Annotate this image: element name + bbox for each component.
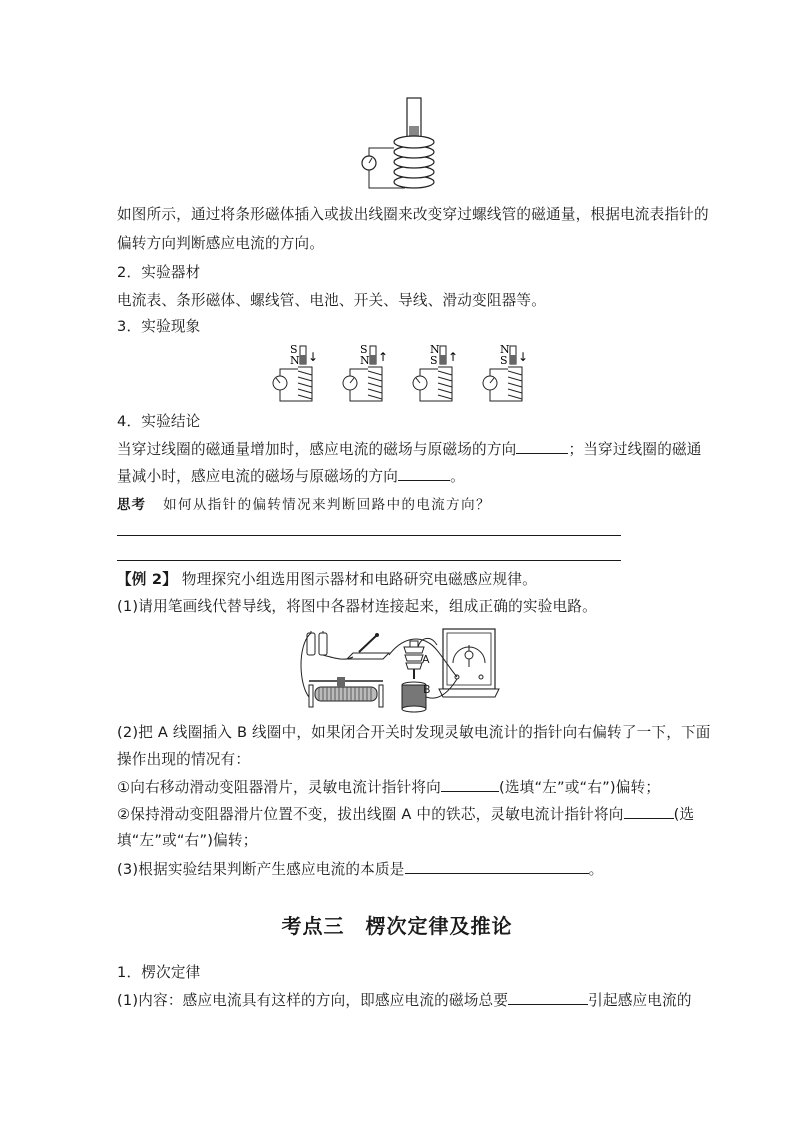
pole-label-bottom: S bbox=[430, 354, 438, 367]
think-text: 如何从指针的偏转情况来判断回路中的电流方向？ bbox=[163, 497, 491, 513]
answer-blank[interactable] bbox=[405, 859, 589, 874]
text-segment: ；当穿过线圈的磁通 bbox=[568, 441, 702, 458]
text-segment: 引起感应电流的 bbox=[588, 992, 692, 1009]
pole-label-bottom: N bbox=[360, 354, 370, 367]
direction-arrow-icon: ↓ bbox=[518, 350, 529, 364]
apparatus-figure bbox=[297, 625, 503, 717]
text-segment: ①向右移动滑动变阻器滑片，灵敏电流计指针将向 bbox=[117, 779, 441, 796]
direction-arrow-icon: ↓ bbox=[308, 350, 319, 364]
paragraph-line bbox=[117, 990, 692, 1011]
question-line bbox=[117, 859, 603, 880]
direction-arrow-icon: ↑ bbox=[378, 350, 389, 364]
experiment-diagram bbox=[273, 343, 318, 401]
answer-blank[interactable] bbox=[441, 777, 499, 792]
coil-icon bbox=[298, 367, 312, 401]
solenoid-figure bbox=[355, 96, 445, 196]
text-segment: (选填“左”或“右”)偏转； bbox=[498, 779, 661, 796]
answer-blank[interactable] bbox=[624, 804, 674, 819]
question-line bbox=[117, 777, 660, 798]
paragraph-line: 电流表、条形磁体、螺线管、电池、开关、导线、滑动变阻器等。 bbox=[117, 292, 547, 309]
example-label: 【例 2】 bbox=[117, 571, 178, 588]
text-segment: 。 bbox=[450, 468, 465, 485]
text-segment: (3)根据实验结果判断产生感应电流的本质是 bbox=[117, 861, 405, 878]
coil-b-label: B bbox=[423, 683, 431, 696]
paragraph-line bbox=[117, 439, 702, 460]
section-heading: 4．实验结论 bbox=[117, 413, 201, 430]
question-line: (1)请用笔画线代替导线，将图中各器材连接起来，组成正确的实验电路。 bbox=[117, 598, 597, 615]
question-line: 填“左”或“右”)偏转； bbox=[117, 832, 258, 849]
text-segment: 量减小时，感应电流的磁场与原磁场的方向 bbox=[117, 468, 399, 485]
text-segment: ②保持滑动变阻器滑片位置不变，拔出线圈 A 中的铁芯，灵敏电流计指针将向 bbox=[117, 806, 624, 823]
example-title bbox=[117, 570, 537, 590]
pole-label-top: S bbox=[360, 343, 368, 356]
coil-icon bbox=[438, 367, 452, 401]
paragraph-line bbox=[117, 466, 465, 487]
direction-arrow-icon: ↑ bbox=[448, 350, 459, 364]
think-prompt bbox=[117, 495, 491, 515]
think-label: 思考 bbox=[117, 497, 146, 513]
pole-label-top: N bbox=[500, 343, 510, 356]
coil-icon bbox=[508, 367, 522, 401]
text-segment: (选 bbox=[673, 806, 695, 823]
pole-label-top: S bbox=[290, 343, 298, 356]
coil-icon bbox=[368, 367, 382, 401]
answer-line[interactable] bbox=[117, 560, 621, 561]
answer-blank[interactable] bbox=[516, 439, 568, 454]
pole-label-bottom: S bbox=[500, 354, 508, 367]
paragraph-line: 如图所示，通过将条形磁体插入或拔出线圈来改变穿过螺线管的磁通量，根据电流表指针的 bbox=[117, 206, 709, 223]
section-heading: 3．实验现象 bbox=[117, 318, 201, 335]
magnet-pole bbox=[370, 355, 376, 364]
experiment-diagram bbox=[343, 343, 388, 401]
magnet-pole bbox=[510, 355, 516, 364]
coil-a-label: A bbox=[422, 653, 430, 666]
experiment-phenomena-figure bbox=[268, 343, 530, 405]
paragraph-line: 偏转方向判断感应电流的方向。 bbox=[117, 235, 325, 252]
pole-label-bottom: N bbox=[290, 354, 300, 367]
answer-line[interactable] bbox=[117, 535, 621, 536]
magnet-pole bbox=[300, 355, 306, 364]
section-heading: 1．楞次定律 bbox=[117, 964, 201, 981]
text-segment: 。 bbox=[588, 861, 604, 878]
section-heading: 2．实验器材 bbox=[117, 264, 201, 281]
answer-blank[interactable] bbox=[398, 466, 450, 481]
magnet-pole bbox=[440, 355, 446, 364]
text-segment: 当穿过线圈的磁通量增加时，感应电流的磁场与原磁场的方向 bbox=[117, 441, 517, 458]
text-segment: 物理探究小组选用图示器材和电路研究电磁感应规律。 bbox=[177, 571, 537, 588]
question-line: 操作出现的情况有： bbox=[117, 751, 251, 768]
text-segment: (1)内容：感应电流具有这样的方向，即感应电流的磁场总要 bbox=[117, 992, 509, 1009]
experiment-diagram bbox=[483, 343, 528, 401]
pole-label-top: N bbox=[430, 343, 440, 356]
section-title: 考点三 楞次定律及推论 bbox=[281, 914, 513, 938]
experiment-diagram bbox=[413, 343, 458, 401]
question-line: (2)把 A 线圈插入 B 线圈中，如果闭合开关时发现灵敏电流计的指针向右偏转了一下，下面 bbox=[117, 724, 711, 741]
question-line bbox=[117, 804, 694, 825]
answer-blank[interactable] bbox=[508, 990, 588, 1005]
